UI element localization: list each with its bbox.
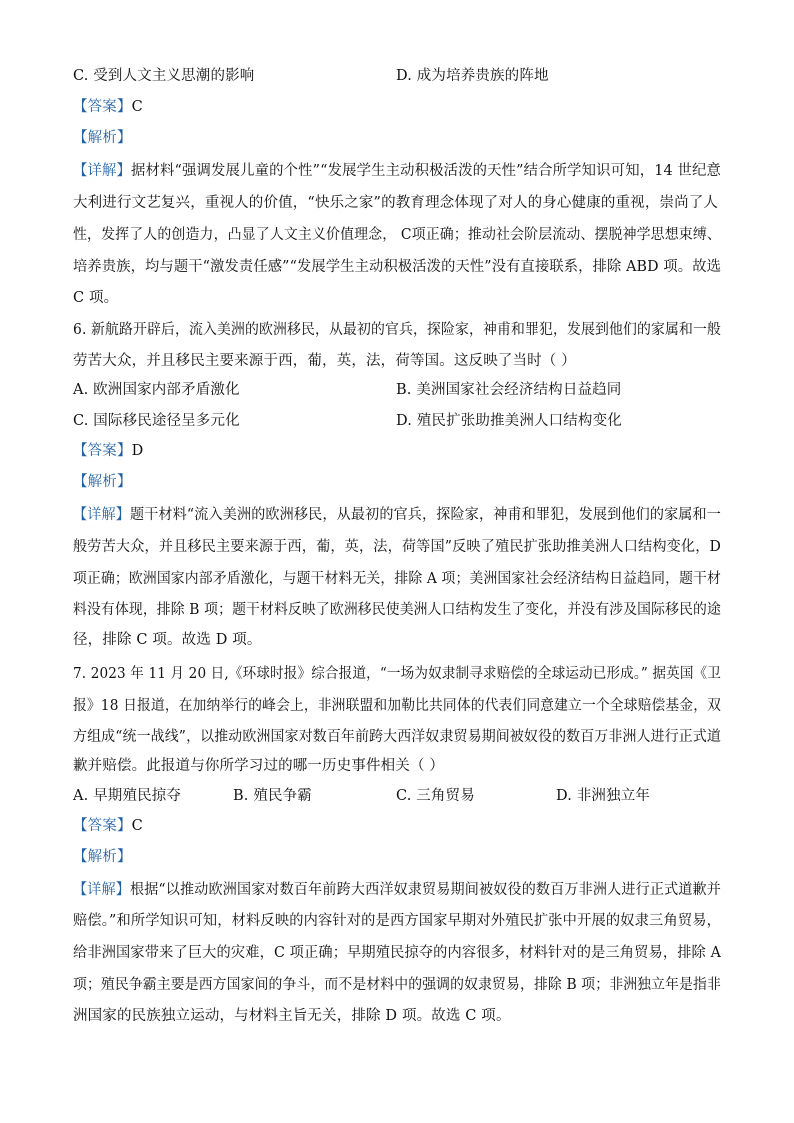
q6-option-c: C. 国际移民途径呈多元化: [73, 413, 240, 429]
q6-option-b: B. 美洲国家社会经济结构日益趋同: [396, 382, 622, 398]
q5-analysis-heading: [73, 128, 132, 148]
q7-detail-line: 【详解】根据“以推动欧洲国家对数百年前跨大西洋奴隶贸易期间被奴役的数百万非洲人进行正式道歉并: [73, 882, 722, 898]
answer-value: C: [131, 99, 143, 115]
q7-option-d: D. 非洲独立年: [556, 788, 651, 804]
answer-value: D: [131, 443, 144, 459]
detail-label: 【详解】: [73, 882, 130, 898]
q5-option-c: C. 受到人文主义思潮的影响: [73, 68, 255, 84]
q6-answer: [73, 441, 143, 461]
q7-detail-line: 洲国家的民族独立运动，与材料主旨无关，排除 D 项。故选 C 项。: [73, 1008, 511, 1024]
q5-detail-line: 性，发挥了人的创造力，凸显了人文主义价值理念， C项正确；推动社会阶层流动、摆脱神学思想束缚、: [73, 227, 721, 243]
q5-answer: [73, 97, 143, 117]
q6-option-a: A. 欧洲国家内部矛盾激化: [73, 382, 240, 398]
detail-label: 【详解】: [73, 507, 130, 523]
q5-detail-line: C 项。: [73, 290, 119, 306]
q5-detail-line: 【详解】据材料“强调发展儿童的个性”“发展学生主动积极活泼的天性”结合所学知识可知，14 世纪意: [73, 163, 722, 179]
answer-value: C: [131, 818, 143, 834]
answer-label: 【答案】: [73, 99, 132, 115]
q6-stem-line: 6. 新航路开辟后，流入美洲的欧洲移民，从最初的官兵，探险家，神甫和罪犯，发展到他们的家属和一般: [73, 322, 722, 338]
q7-answer: [73, 816, 143, 836]
q7-detail-line: 项；殖民争霸主要是西方国家间的争斗，而不是材料中的强调的奴隶贸易，排除 B 项；非洲独立年是指非: [73, 977, 721, 993]
answer-label: 【答案】: [73, 443, 132, 459]
q7-option-b: B. 殖民争霸: [233, 788, 312, 804]
q6-detail-line: 【详解】题干材料“流入美洲的欧洲移民，从最初的官兵，探险家，神甫和罪犯，发展到他们的家属和一: [73, 507, 722, 523]
q7-stem-line: 报》18 日报道，在加纳举行的峰会上，非洲联盟和加勒比共同体的代表们同意建立一个全球赔偿基金，双: [73, 698, 722, 714]
q7-stem-line: 歉并赔偿。此报道与你所学习过的哪一历史事件相关（ ）: [73, 758, 445, 774]
q6-option-d: D. 殖民扩张助推美洲人口结构变化: [396, 413, 622, 429]
q6-stem-line: 劳苦大众，并且移民主要来源于西，葡，英，法，荷等国。这反映了当时（ ）: [73, 353, 576, 369]
q7-stem-line: 7. 2023 年 11 月 20 日,《环球时报》综合报道，“一场为奴隶制寻求赔偿的全球运动已形成。” 据英国《卫: [73, 666, 722, 682]
q6-detail-line: 项正确；欧洲国家内部矛盾激化，与题干材料无关，排除 A 项；美洲国家社会经济结构日益趋同，题干材: [73, 571, 722, 587]
detail-label: 【详解】: [73, 163, 132, 179]
q7-detail-line: 赔偿。”和所学知识可知，材料反映的内容针对的是西方国家早期对外殖民扩张中开展的奴隶三角贸易，: [73, 913, 722, 929]
analysis-label: 【解析】: [73, 130, 132, 146]
q6-detail-line: 料没有体现，排除 B 项；题干材料反映了欧洲移民使美洲人口结构发生了变化，并没有涉及国际移民的途: [73, 602, 721, 618]
q6-detail-line: 径，排除 C 项。故选 D 项。: [73, 632, 262, 648]
q7-option-a: A. 早期殖民掠夺: [73, 788, 182, 804]
q5-option-d: D. 成为培养贵族的阵地: [396, 68, 549, 84]
q7-stem-line: 方组成“统一战线”，以推动欧洲国家对数百年前跨大西洋奴隶贸易期间被奴役的数百万非洲人进行正式道: [73, 729, 722, 745]
analysis-label: 【解析】: [73, 849, 132, 865]
q6-analysis-heading: [73, 472, 132, 492]
q7-option-c: C. 三角贸易: [396, 788, 475, 804]
q7-detail-line: 给非洲国家带来了巨大的灾难，C 项正确；早期殖民掠夺的内容很多，材料针对的是三角贸易，排除 A: [73, 945, 721, 961]
analysis-label: 【解析】: [73, 474, 132, 490]
answer-label: 【答案】: [73, 818, 132, 834]
q5-detail-line: 大利进行文艺复兴，重视人的价值，“快乐之家”的教育理念体现了对人的身心健康的重视，崇尚了人: [73, 195, 719, 211]
q5-detail-line: 培养贵族，均与题干“激发责任感”“发展学生主动积极活泼的天性”没有直接联系，排除 ABD 项。故选: [73, 259, 722, 275]
q6-detail-line: 般劳苦大众，并且移民主要来源于西，葡，英，法，荷等国”反映了殖民扩张助推美洲人口结构变化，D: [73, 539, 722, 555]
q7-analysis-heading: [73, 847, 132, 867]
